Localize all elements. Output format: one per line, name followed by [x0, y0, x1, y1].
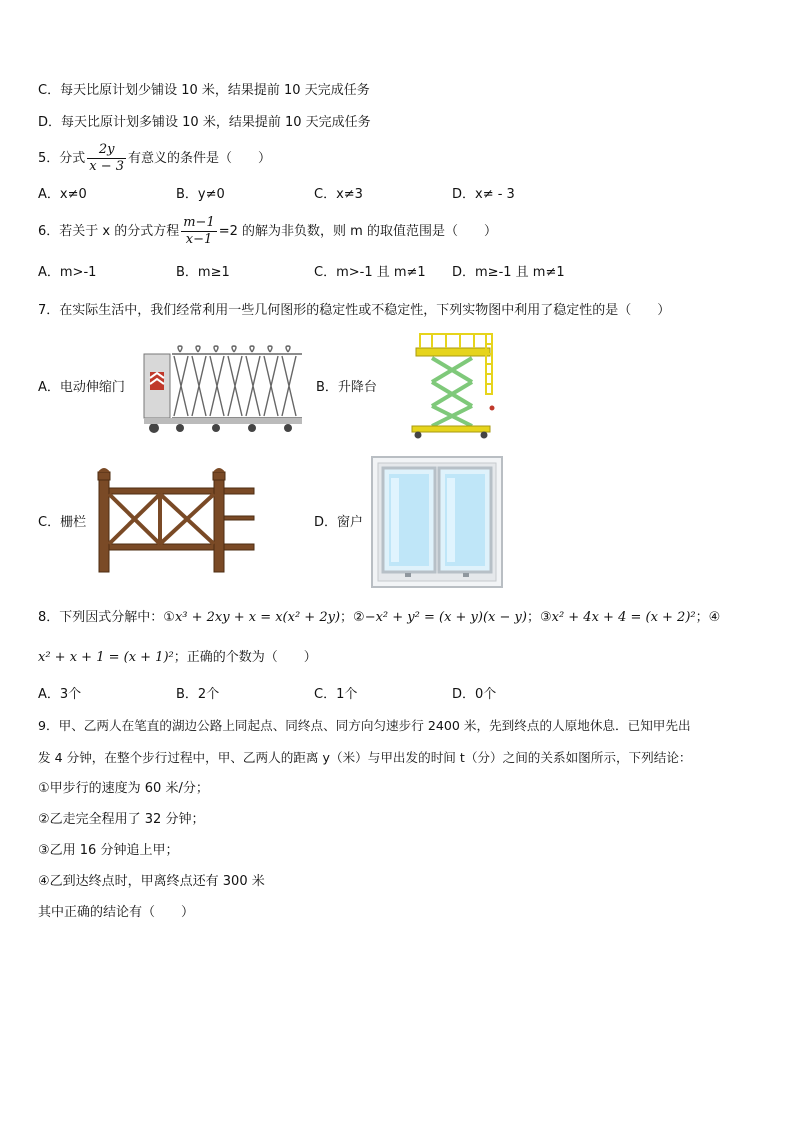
- q6-option-c: C．m>-1 且 m≠1: [314, 265, 426, 280]
- lift-platform-image: [402, 330, 498, 440]
- q6-option-d: D．m≥-1 且 m≠1: [452, 265, 565, 280]
- q8-separator-2: ；②: [340, 610, 365, 625]
- q8-option-c: C．1个: [314, 687, 358, 702]
- q5-option-d: D．x≠ - 3: [452, 187, 515, 202]
- q9-conclusion-1: ①甲步行的速度为 60 米/分；: [38, 781, 209, 796]
- q5-option-a: A．x≠0: [38, 187, 87, 202]
- q8-option-a: A．3个: [38, 687, 82, 702]
- q8-expression-4: x² + x + 1 = (x + 1)²: [38, 650, 174, 665]
- q6-frac-denominator: x−1: [185, 232, 213, 247]
- q7-stem: 7．在实际生活中，我们经常利用一些几何图形的稳定性或不稳定性，下列实物图中利用了稳定性的是（ ）: [38, 303, 671, 318]
- q6-fraction: [181, 215, 217, 248]
- q5-stem: [38, 142, 271, 176]
- q5-frac-numerator: 2y: [87, 142, 126, 159]
- q6-stem: [38, 215, 497, 249]
- q8-suffix: ；正确的个数为（ ）: [173, 650, 317, 665]
- q7-option-c-label: C．栅栏: [38, 515, 87, 530]
- q6-suffix: =2 的解为非负数，则 m 的取值范围是（ ）: [218, 224, 497, 239]
- q8-expression-3: x² + 4x + 4 = (x + 2)²: [551, 610, 696, 625]
- q8-line-2: [38, 646, 317, 670]
- q9-conclusion-4: ④乙到达终点时，甲离终点还有 300 米: [38, 874, 265, 889]
- q5-suffix: 有意义的条件是（ ）: [128, 151, 272, 166]
- q5-option-c: C．x≠3: [314, 187, 363, 202]
- q8-prefix: 8．下列因式分解中：①: [38, 610, 175, 625]
- retractable-gate-image: [140, 344, 305, 438]
- q4-option-d: D．每天比原计划多铺设 10 米，结果提前 10 天完成任务: [38, 115, 371, 130]
- q9-stem-line-2: 发 4 分钟，在整个步行过程中，甲、乙两人的距离 y（米）与甲出发的时间 t（分）之间的关系如图所示，下列结论：: [38, 750, 692, 765]
- q5-prefix: 5．分式: [38, 151, 86, 166]
- q8-line-1: [38, 606, 720, 630]
- q8-option-b: B．2个: [176, 687, 220, 702]
- q6-frac-numerator: m−1: [183, 215, 215, 230]
- q8-expression-1: x³ + 2xy + x = x(x² + 2y): [174, 610, 341, 625]
- q5-fraction: [87, 142, 126, 175]
- q6-prefix: 6．若关于 x 的分式方程: [38, 224, 180, 239]
- q7-option-d-label: D．窗户: [314, 515, 364, 530]
- q6-option-a: A．m>-1: [38, 265, 97, 280]
- q9-conclusion-3: ③乙用 16 分钟追上甲；: [38, 843, 179, 858]
- q6-option-b: B．m≥1: [176, 265, 230, 280]
- q5-frac-denominator: x − 3: [89, 159, 125, 174]
- q9-question: 其中正确的结论有（ ）: [38, 905, 195, 920]
- q4-option-c: C．每天比原计划少铺设 10 米，结果提前 10 天完成任务: [38, 83, 370, 98]
- q8-expression-2: −x² + y² = (x + y)(x − y): [364, 610, 527, 625]
- q7-option-a-label: A．电动伸缩门: [38, 380, 125, 395]
- q7-option-b-label: B．升降台: [316, 380, 377, 395]
- fence-image: [96, 466, 258, 578]
- q8-separator-4: ；④: [695, 610, 721, 625]
- q5-option-b: B．y≠0: [176, 187, 225, 202]
- q8-option-d: D．0个: [452, 687, 497, 702]
- q8-separator-3: ；③: [526, 610, 552, 625]
- q9-conclusion-2: ②乙走完全程用了 32 分钟；: [38, 812, 205, 827]
- q9-stem-line-1: 9．甲、乙两人在笔直的湖边公路上同起点、同终点、同方向匀速步行 2400 米，先到终点的人原地休息．已知甲先出: [38, 718, 691, 733]
- window-image: [371, 456, 503, 588]
